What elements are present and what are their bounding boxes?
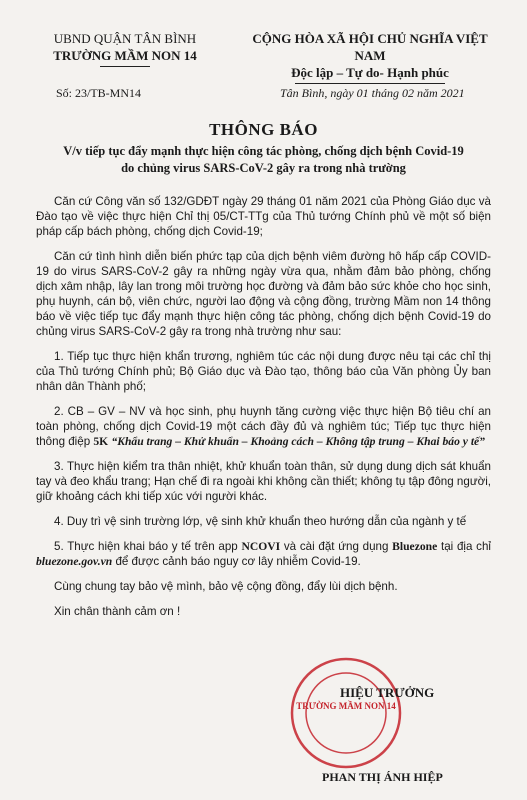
item-5-ncovi: NCOVI: [241, 540, 281, 553]
document-body: [36, 194, 491, 629]
item-5-url: bluezone.gov.vn: [36, 555, 113, 568]
document-subject: [40, 143, 487, 177]
paragraph-2: Căn cứ tình hình diễn biến phức tạp của dịch bệnh viêm đường hô hấp cấp COVID-19 do virus SARS-CoV-2 gây ra những ngày vừa qua, nhằm đảm bảo phòng, chống dịch xâm nhập, lây lan trong môi trường học đường và đảm bảo sức khỏe cho học sinh, phụ huynh, cán bộ, viên chức, người lao động và cộng đồng, trường Mầm non 14 thông báo về việc tiếp tục đẩy mạnh thực hiện công tác phòng, chống dịch bệnh Covid-19 do chủng virus SARS-CoV-2 gây ra trong nhà trường như sau:: [36, 250, 491, 338]
org-underline: [100, 66, 150, 67]
item-2-text: 2. CB – GV – NV và học sinh, phụ huynh tăng cường việc thực hiện Bộ tiêu chí an toàn phòng, chống dịch Covid-19 một cách đầy đủ và nghiêm túc; Tiếp tục thực hiện thông điệp: [36, 405, 491, 448]
item-2-message: “Khẩu trang – Khử khuẩn – Khoảng cách – Không tập trung – Khai báo y tế”: [111, 435, 485, 448]
item-5: [36, 539, 491, 569]
stamp-text: TRƯỜNG MẦM NON 14: [296, 701, 396, 711]
item-5-bluezone: Bluezone: [392, 540, 438, 553]
item-2-5k: 5K: [93, 435, 109, 448]
nation-underline: [295, 83, 445, 84]
org-line1: UBND QUẬN TÂN BÌNH: [53, 31, 197, 46]
subject-line1: V/v tiếp tục đẩy mạnh thực hiện công tác phòng, chống dịch bệnh Covid-19: [63, 144, 464, 158]
paragraph-1: Căn cứ Công văn số 132/GDĐT ngày 29 tháng 01 năm 2021 của Phòng Giáo dục và Đào tạo về việc thực hiện Chỉ thị 05/CT-TTg của Thủ tướng Chính phủ về một số biện pháp cấp bách phòng, chống dịch Covid-19;: [36, 195, 491, 238]
item-5-text-g: để được cảnh báo nguy cơ lây nhiễm Covid-19.: [112, 555, 361, 568]
item-5-text-c: và cài đặt ứng dụng: [280, 540, 393, 553]
issuing-organization: [30, 30, 220, 67]
item-1: 1. Tiếp tục thực hiện khẩn trương, nghiêm túc các nội dung được nêu tại các chỉ thị của Thủ tướng Chính phủ; Bộ Giáo dục và Đào tạo, thông báo của Văn phòng Ủy ban nhân dân Thành phố;: [36, 350, 491, 393]
subject-line2: do chủng virus SARS-CoV-2 gây ra trong nhà trường: [121, 161, 406, 175]
closing-1: Cùng chung tay bảo vệ mình, bảo vệ cộng đồng, đẩy lùi dịch bệnh.: [54, 580, 398, 593]
document-title: THÔNG BÁO: [209, 120, 318, 139]
document-number: Số: 23/TB-MN14: [56, 86, 142, 100]
signer-name: PHAN THỊ ÁNH HIỆP: [322, 770, 443, 784]
item-4: 4. Duy trì vệ sinh trường lớp, vệ sinh khử khuẩn theo hướng dẫn của ngành y tế: [54, 515, 467, 528]
closing-2: Xin chân thành cảm ơn !: [54, 605, 181, 618]
nation-line1: CỘNG HÒA XÃ HỘI CHỦ NGHĨA VIỆT NAM: [252, 31, 488, 63]
org-line2: TRƯỜNG MẦM NON 14: [53, 48, 197, 63]
item-3: 3. Thực hiện kiểm tra thân nhiệt, khử khuẩn toàn thân, sử dụng dung dịch sát khuẩn tay và đeo khẩu trang; Hạn chế đi ra ngoài khi không cần thiết; không tụ tập đông người, giữ khoảng cách khi tiếp xúc với người khác.: [36, 460, 491, 503]
item-5-text-a: 5. Thực hiện khai báo y tế trên app: [54, 540, 242, 553]
official-stamp: [288, 655, 404, 771]
item-5-text-e: tại địa chỉ: [437, 540, 491, 553]
date-line: Tân Bình, ngày 01 tháng 02 năm 2021: [280, 86, 465, 100]
national-header: [236, 30, 504, 84]
signature-title: HIỆU TRƯỞNG: [340, 685, 435, 700]
nation-line2: Độc lập – Tự do- Hạnh phúc: [291, 65, 449, 80]
item-2: [36, 404, 491, 449]
